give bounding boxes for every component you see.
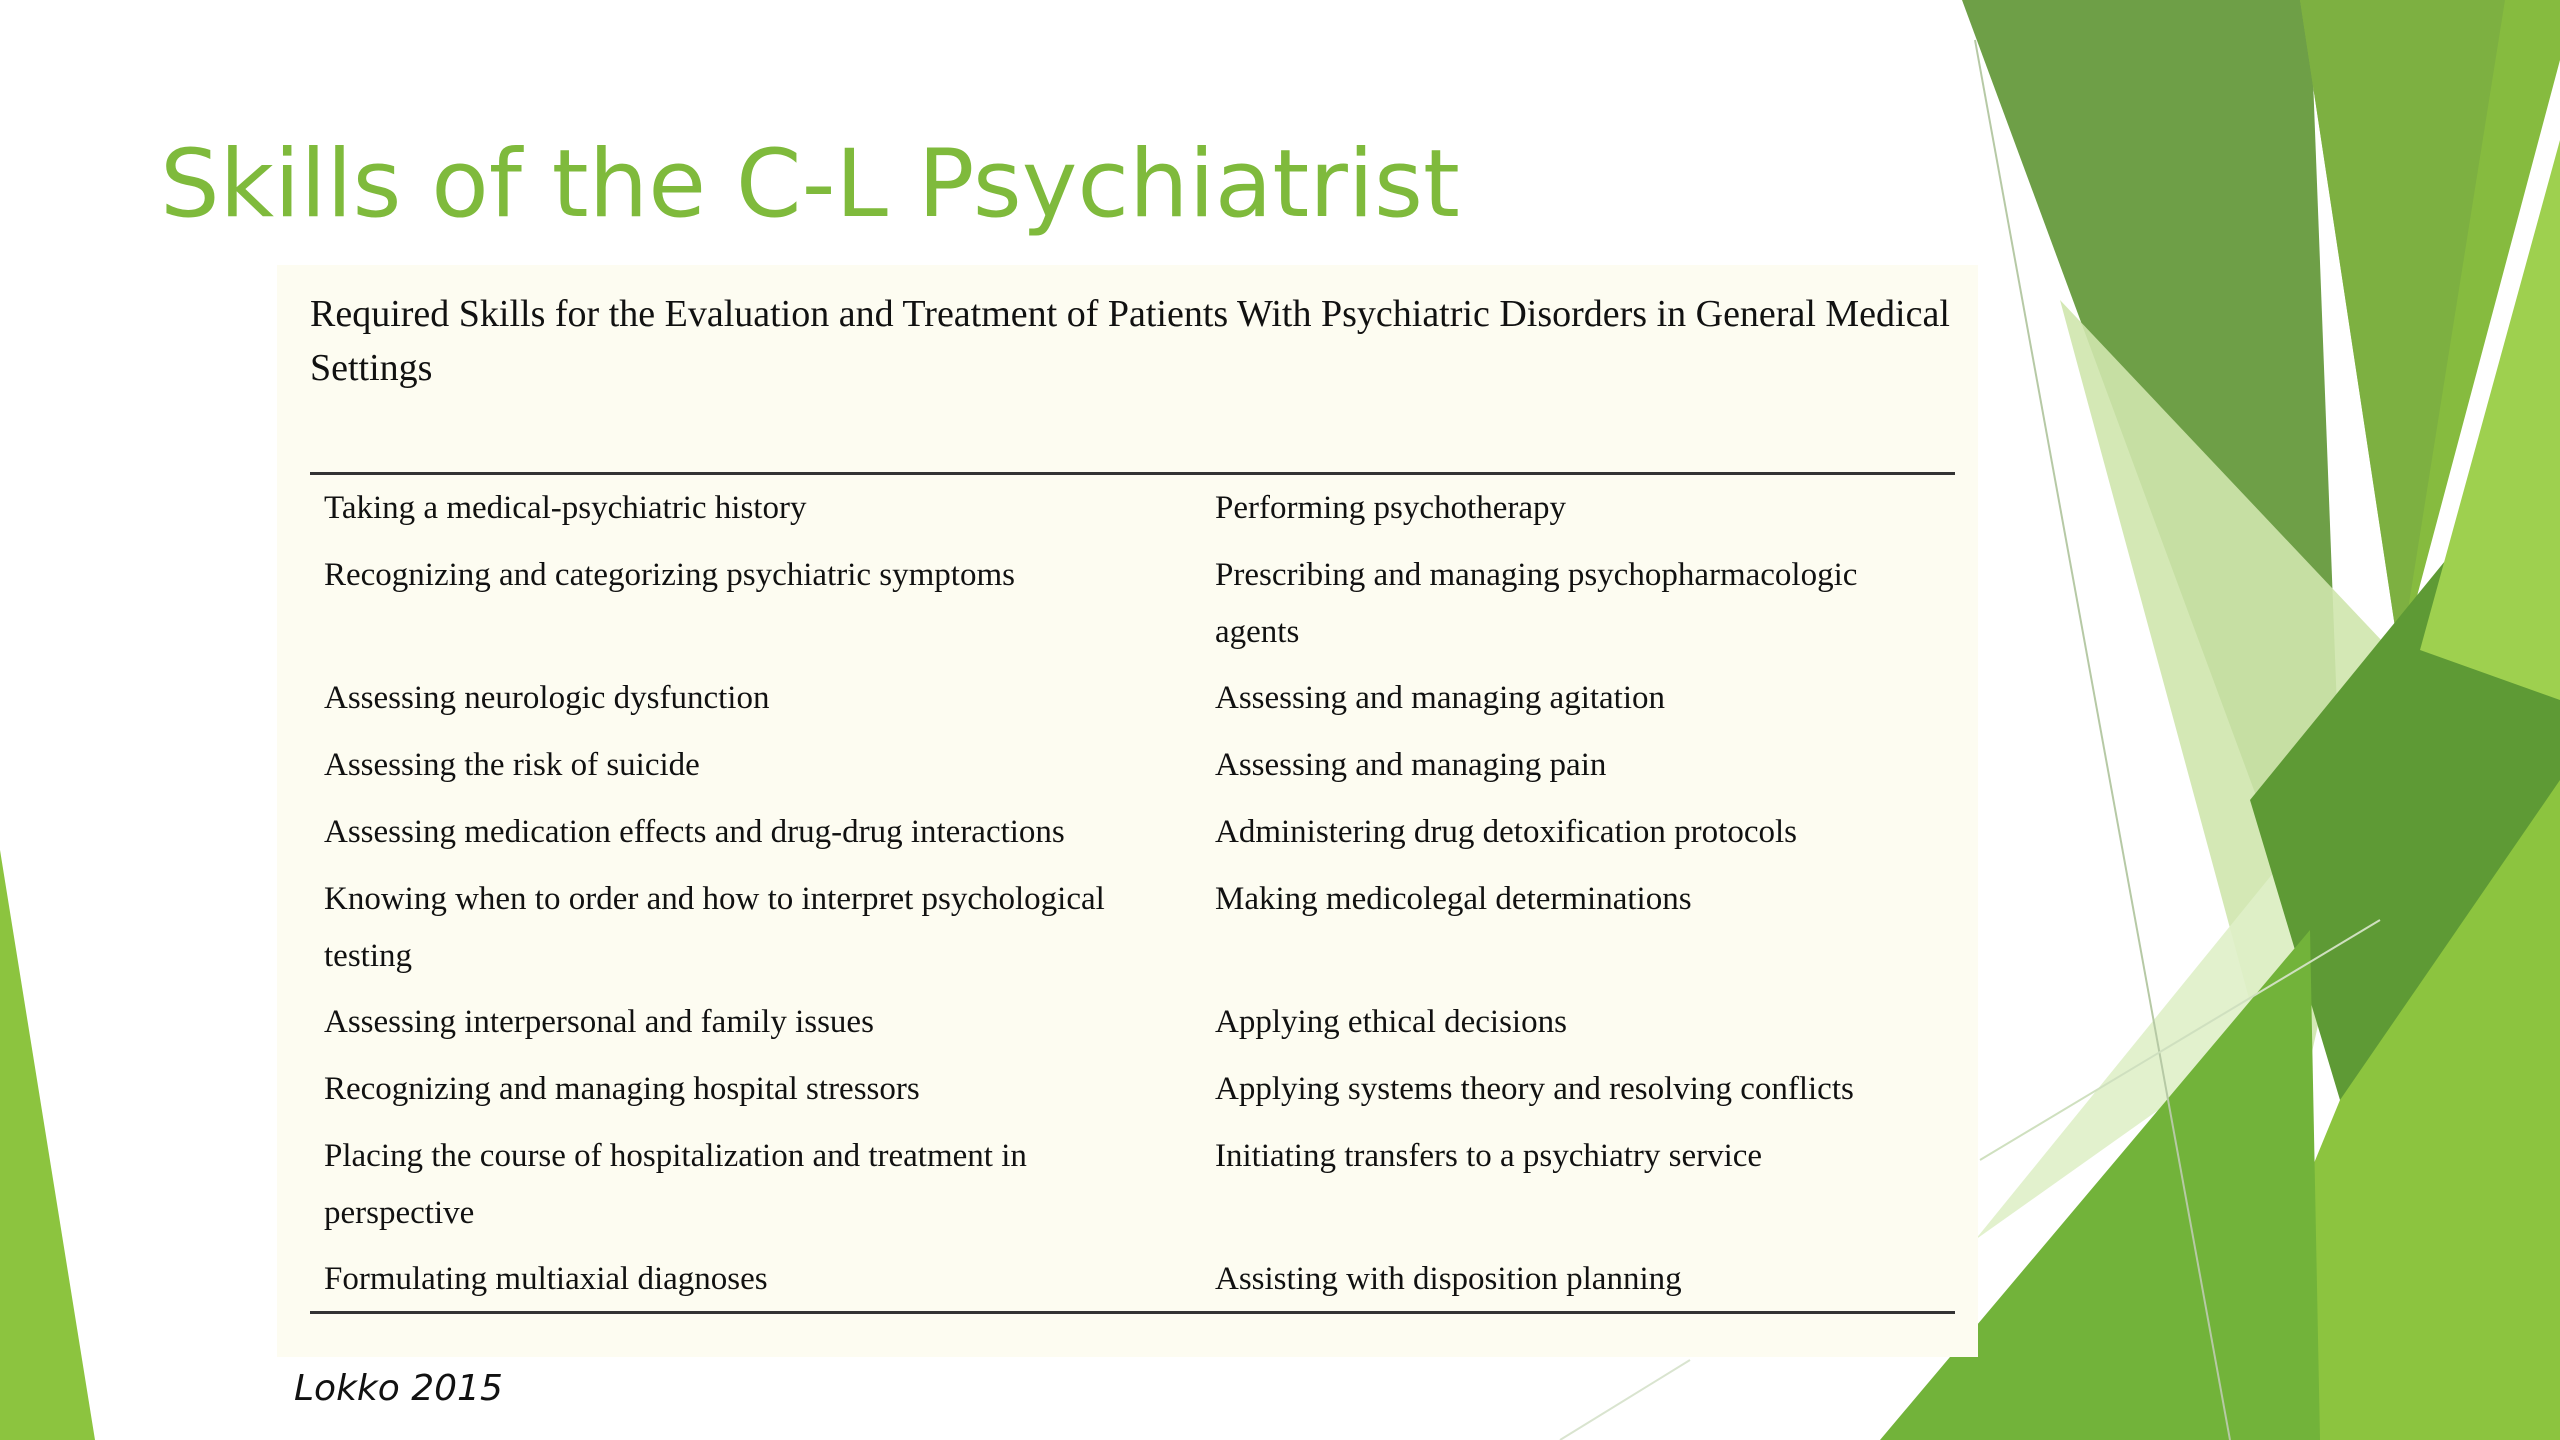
skill-right: Administering drug detoxification protocols bbox=[1215, 814, 1797, 850]
skill-right: Applying ethical decisions bbox=[1215, 1004, 1567, 1040]
skill-left: Assessing the risk of suicide bbox=[324, 747, 700, 783]
skill-left: Knowing when to order and how to interpret psychological testing bbox=[324, 881, 1105, 974]
skill-right: Prescribing and managing psychopharmacologic agents bbox=[1215, 557, 1858, 650]
skill-left: Assessing medication effects and drug-drug interactions bbox=[324, 814, 1065, 850]
skill-right: Making medicolegal determinations bbox=[1215, 881, 1692, 917]
thin-line-3 bbox=[1560, 1360, 1690, 1440]
skill-right: Assessing and managing agitation bbox=[1215, 680, 1666, 716]
skill-left: Formulating multiaxial diagnoses bbox=[324, 1261, 768, 1297]
skill-left: Placing the course of hospitalization and treatment in perspective bbox=[324, 1138, 1027, 1231]
skill-right: Initiating transfers to a psychiatry service bbox=[1215, 1138, 1763, 1174]
skill-right: Performing psychotherapy bbox=[1215, 490, 1566, 526]
skills-table bbox=[277, 265, 1978, 1357]
source-citation: Lokko 2015 bbox=[294, 1368, 503, 1409]
skill-left: Taking a medical-psychiatric history bbox=[324, 490, 807, 526]
skill-left: Assessing interpersonal and family issues bbox=[324, 1004, 874, 1040]
skill-left: Recognizing and categorizing psychiatric symptoms bbox=[324, 557, 1015, 593]
skill-right: Assisting with disposition planning bbox=[1215, 1261, 1682, 1297]
skill-right: Assessing and managing pain bbox=[1215, 747, 1607, 783]
slide-title: Skills of the C-L Psychiatrist bbox=[160, 130, 1460, 239]
skill-left: Recognizing and managing hospital stressors bbox=[324, 1071, 920, 1107]
table-top-rule bbox=[310, 472, 1955, 475]
skill-left: Assessing neurologic dysfunction bbox=[324, 680, 770, 716]
table-bottom-rule bbox=[310, 1311, 1955, 1314]
skill-right: Applying systems theory and resolving conflicts bbox=[1215, 1071, 1854, 1107]
table-caption: Required Skills for the Evaluation and Treatment of Patients With Psychiatric Disorders in General Medical Settings bbox=[310, 293, 1950, 389]
left-edge-facet bbox=[0, 850, 95, 1440]
